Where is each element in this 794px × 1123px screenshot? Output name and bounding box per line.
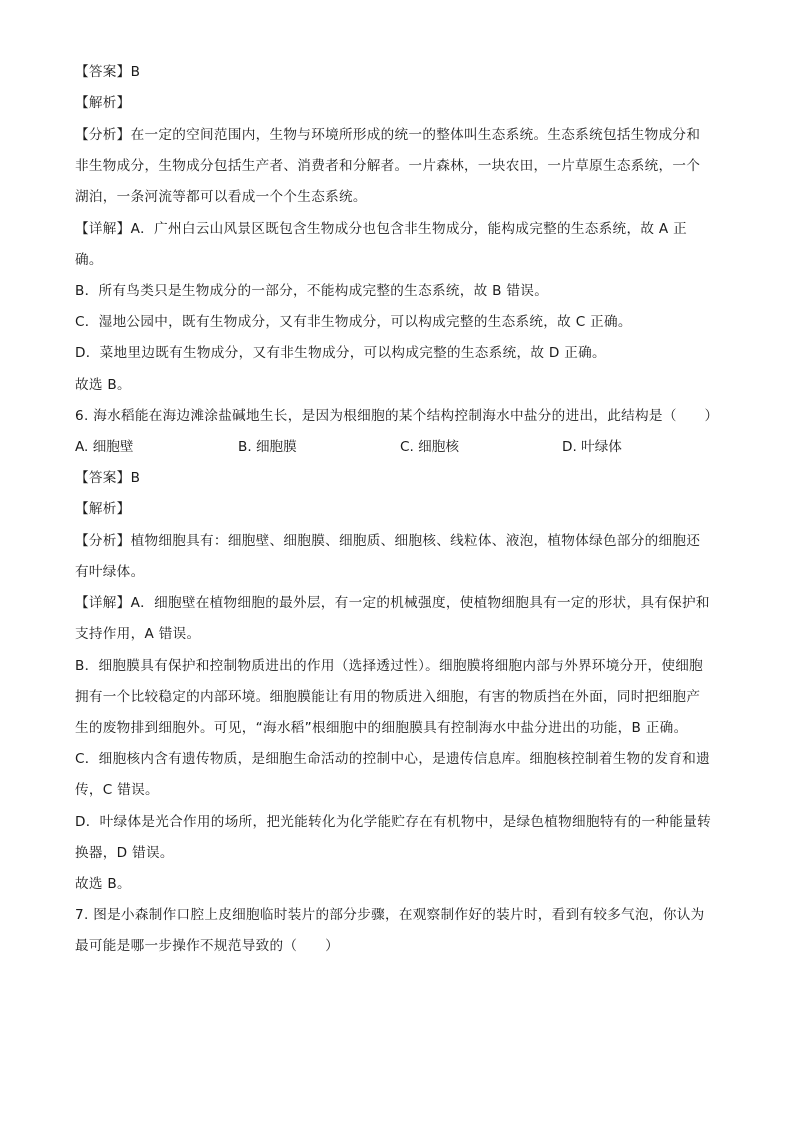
q6-analysis-heading: 【解析】 xyxy=(75,501,131,517)
q6-stem: 6. 海水稻能在海边滩涂盐碱地生长，是因为根细胞的某个结构控制海水中盐分的进出，此结构是（ ） xyxy=(75,408,719,424)
q5-xiangjie-line: B．所有鸟类只是生物成分的一部分，不能构成完整的生态系统，故 B 错误。 xyxy=(75,283,549,299)
q5-xiangjie-line: 【详解】A．广州白云山风景区既包含生物成分也包含非生物成分，能构成完整的生态系统，故 A 正 xyxy=(75,221,687,237)
q5-xiangjie-line: D．菜地里边既有生物成分，又有非生物成分，可以构成完整的生态系统，故 D 正确。 xyxy=(75,345,606,361)
q6-option-a: A. 细胞壁 xyxy=(75,439,134,455)
q7-stem-line: 7. 图是小森制作口腔上皮细胞临时装片的部分步骤，在观察制作好的装片时，看到有较多气泡，你认为 xyxy=(75,907,705,923)
q5-analysis-heading: 【解析】 xyxy=(75,95,131,111)
q5-xiangjie-line: C．湿地公园中，既有生物成分，又有非生物成分，可以构成完整的生态系统，故 C 正确。 xyxy=(75,314,632,330)
q5-xiangjie-line: 确。 xyxy=(75,252,103,268)
q5-conclusion: 故选 B。 xyxy=(75,377,131,393)
q6-xiangjie-line: 【详解】A．细胞壁在植物细胞的最外层，有一定的机械强度，使植物细胞具有一定的形状，具有保护和 xyxy=(75,595,710,611)
q6-xiangjie-line: 换器，D 错误。 xyxy=(75,845,174,861)
q6-answer: 【答案】B xyxy=(75,470,141,486)
q6-xiangjie-line: 拥有一个比较稳定的内部环境。细胞膜能让有用的物质进入细胞，有害的物质挡在外面，同时把细胞产 xyxy=(75,689,701,705)
q6-fenxi-line: 有叶绿体。 xyxy=(75,564,145,580)
q6-option-d: D. 叶绿体 xyxy=(562,439,622,455)
q6-xiangjie-line: 生的废物排到细胞外。可见，“海水稻”根细胞中的细胞膜具有控制海水中盐分进出的功能，B 正确。 xyxy=(75,720,688,736)
q6-xiangjie-line: C．细胞核内含有遗传物质，是细胞生命活动的控制中心，是遗传信息库。细胞核控制着生物的发育和遗 xyxy=(75,751,711,767)
q6-xiangjie-line: D．叶绿体是光合作用的场所，把光能转化为化学能贮存在有机物中，是绿色植物细胞特有的一种能量转 xyxy=(75,814,711,830)
q6-xiangjie-line: 支持作用，A 错误。 xyxy=(75,626,201,642)
q5-fenxi-line: 【分析】在一定的空间范围内，生物与环境所形成的统一的整体叫生态系统。生态系统包括生物成分和 xyxy=(75,127,701,143)
q5-answer: 【答案】B xyxy=(75,64,141,80)
q6-option-b: B. 细胞膜 xyxy=(238,439,297,455)
q6-xiangjie-line: B．细胞膜具有保护和控制物质进出的作用（选择透过性）。细胞膜将细胞内部与外界环境分开，使细胞 xyxy=(75,658,704,674)
q5-fenxi-line: 非生物成分，生物成分包括生产者、消费者和分解者。一片森林，一块农田，一片草原生态系统，一个 xyxy=(75,158,701,174)
q6-options xyxy=(75,437,735,457)
q6-fenxi-line: 【分析】植物细胞具有：细胞壁、细胞膜、细胞质、细胞核、线粒体、液泡，植物体绿色部分的细胞还 xyxy=(75,533,701,549)
q6-option-c: C. 细胞核 xyxy=(400,439,459,455)
q6-xiangjie-line: 传，C 错误。 xyxy=(75,782,159,798)
q6-conclusion: 故选 B。 xyxy=(75,876,131,892)
q5-fenxi-line: 湖泊，一条河流等都可以看成一个个生态系统。 xyxy=(75,189,367,205)
q7-stem-line: 最可能是哪一步操作不规范导致的（ ） xyxy=(75,938,339,954)
